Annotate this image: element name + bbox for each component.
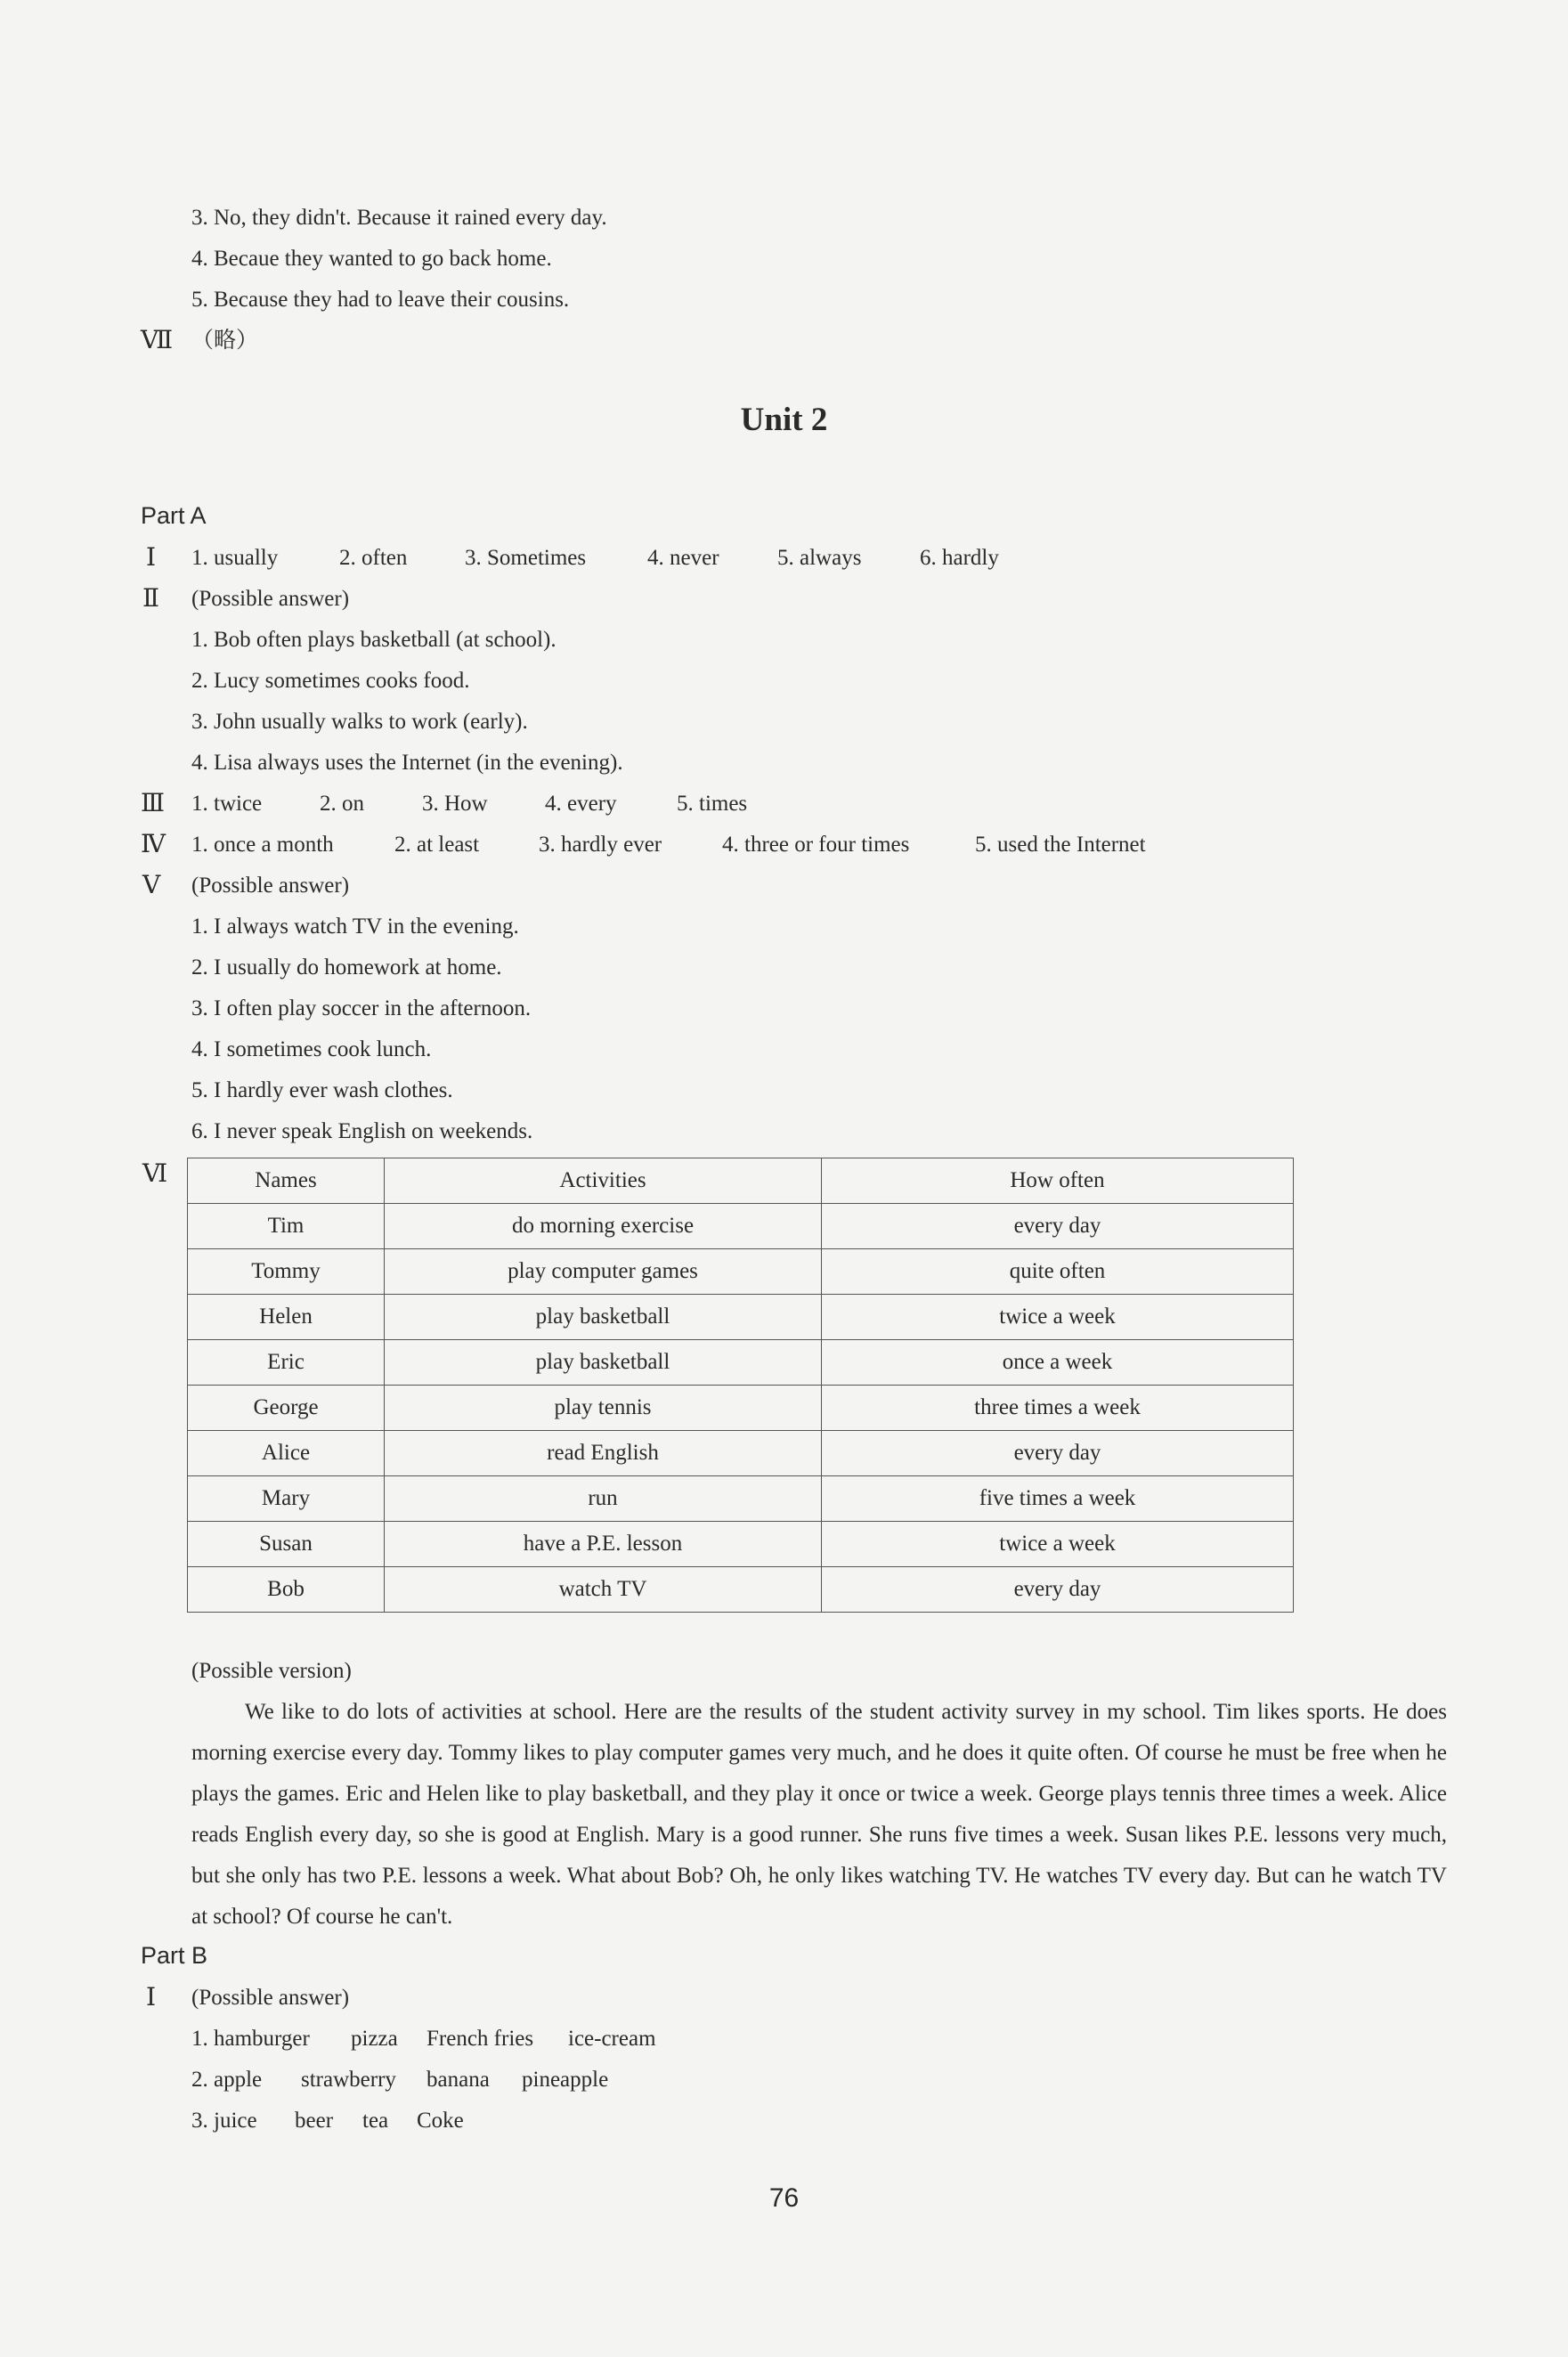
section-number: Ⅰ (146, 1984, 157, 2012)
table-row (188, 1295, 1294, 1340)
table-cell: play basketball (385, 1295, 822, 1340)
possible-version-label: (Possible version) (191, 1659, 352, 1683)
answer-line: 6. I never speak English on weekends. (191, 1119, 533, 1143)
prev-answer-5: 5. Because they had to leave their cousins. (191, 288, 570, 312)
page-number: 76 (768, 2183, 800, 2213)
table-cell: read English (385, 1431, 822, 1476)
answer-item: 5. always (777, 546, 862, 570)
word-item: 2. apple (191, 2068, 263, 2092)
table-cell: once a week (822, 1340, 1294, 1386)
table-cell: Alice (188, 1431, 385, 1476)
word-item: French fries (427, 2027, 534, 2051)
table-cell: Bob (188, 1567, 385, 1613)
word-item: banana (427, 2068, 490, 2092)
possible-answer-label: (Possible answer) (191, 587, 350, 611)
section-number: Ⅰ (146, 544, 157, 572)
answer-line: 3. I often play soccer in the afternoon. (191, 996, 532, 1020)
answer-line: 5. I hardly ever wash clothes. (191, 1078, 453, 1102)
answer-item: 1. once a month (191, 833, 334, 857)
word-item: pizza (351, 2027, 398, 2051)
table-cell: George (188, 1386, 385, 1431)
answer-item: 2. often (339, 546, 408, 570)
answer-item: 3. Sometimes (465, 546, 587, 570)
sample-essay-paragraph: We like to do lots of activities at school. Here are the results of the student activity survey in my school. Tim likes sports. He does morning exercise every day. Tommy likes to play computer games very much, and he does it quite often. Of course he must be free when he plays the games. Eric and Helen like to play basketball, and they play it once or twice a week. George plays tennis three times a week. Alice reads English every day, so she is good at English. Mary is a good runner. She runs five times a week. Susan likes P.E. lessons very much, but she only has two P.E. lessons a week. What about Bob? Oh, he only likes watching TV. He watches TV every day. But can he watch TV at school? Of course he can't. (191, 1700, 1447, 1929)
answer-line: 2. Lucy sometimes cooks food. (191, 669, 470, 693)
table-cell: five times a week (822, 1476, 1294, 1522)
table-cell: twice a week (822, 1522, 1294, 1567)
activity-survey-table (187, 1158, 1294, 1613)
table-cell: Tim (188, 1204, 385, 1249)
table-cell: Mary (188, 1476, 385, 1522)
word-item: strawberry (301, 2068, 396, 2092)
table-cell: Helen (188, 1295, 385, 1340)
unit-title: Unit 2 (740, 402, 828, 438)
answer-item: 3. hardly ever (539, 833, 662, 857)
table-cell: Tommy (188, 1249, 385, 1295)
answer-line: 2. I usually do homework at home. (191, 955, 502, 979)
answer-item: 5. used the Internet (975, 833, 1146, 857)
answer-item: 5. times (677, 792, 748, 816)
column-header: Names (188, 1158, 385, 1204)
answer-item: 4. three or four times (722, 833, 910, 857)
word-item: beer (295, 2109, 334, 2133)
table-cell: every day (822, 1431, 1294, 1476)
table-row (188, 1567, 1294, 1613)
table-cell: Eric (188, 1340, 385, 1386)
table-cell: Susan (188, 1522, 385, 1567)
section-number: Ⅱ (142, 585, 160, 613)
word-item: Coke (417, 2109, 464, 2133)
answer-line: 1. Bob often plays basketball (at school). (191, 628, 557, 652)
answer-item: 1. twice (191, 792, 263, 816)
answer-line: 4. Lisa always uses the Internet (in the evening). (191, 751, 623, 775)
table-cell: every day (822, 1204, 1294, 1249)
answer-item: 1. usually (191, 546, 279, 570)
answer-item: 4. every (545, 792, 617, 816)
table-cell: twice a week (822, 1295, 1294, 1340)
table-cell: every day (822, 1567, 1294, 1613)
word-item: ice-cream (568, 2027, 656, 2051)
table-cell: have a P.E. lesson (385, 1522, 822, 1567)
part-b-heading: Part B (141, 1942, 208, 1969)
answer-item: 3. How (422, 792, 488, 816)
part-a-heading: Part A (141, 502, 207, 529)
omitted-note: （略） (191, 329, 259, 353)
table-row (188, 1204, 1294, 1249)
table-row (188, 1522, 1294, 1567)
answer-item: 2. at least (394, 833, 480, 857)
answer-line: 3. John usually walks to work (early). (191, 710, 528, 734)
section-number: Ⅳ (141, 831, 166, 858)
table-row (188, 1476, 1294, 1522)
possible-answer-label: (Possible answer) (191, 874, 350, 898)
table-row (188, 1386, 1294, 1431)
word-item: 3. juice (191, 2109, 257, 2133)
section-number: Ⅲ (141, 790, 166, 817)
table-cell: run (385, 1476, 822, 1522)
section-number: Ⅶ (141, 327, 174, 354)
table-cell: play basketball (385, 1340, 822, 1386)
table-cell: watch TV (385, 1567, 822, 1613)
word-item: 1. hamburger (191, 2027, 310, 2051)
word-item: pineapple (522, 2068, 609, 2092)
prev-answer-3: 3. No, they didn't. Because it rained every day. (191, 206, 607, 230)
section-number: Ⅴ (142, 872, 161, 899)
table-row (188, 1249, 1294, 1295)
answer-item: 4. never (647, 546, 719, 570)
column-header: How often (822, 1158, 1294, 1204)
word-item: tea (362, 2109, 389, 2133)
table-header-row (188, 1158, 1294, 1204)
table-cell: quite often (822, 1249, 1294, 1295)
possible-answer-label: (Possible answer) (191, 1986, 350, 2010)
table-cell: three times a week (822, 1386, 1294, 1431)
table-cell: play computer games (385, 1249, 822, 1295)
answer-line: 1. I always watch TV in the evening. (191, 914, 519, 939)
table-row (188, 1431, 1294, 1476)
section-number: Ⅵ (142, 1160, 168, 1188)
answer-item: 2. on (320, 792, 364, 816)
prev-answer-4: 4. Becaue they wanted to go back home. (191, 247, 552, 271)
column-header: Activities (385, 1158, 822, 1204)
table-cell: play tennis (385, 1386, 822, 1431)
table-row (188, 1340, 1294, 1386)
answer-line: 4. I sometimes cook lunch. (191, 1037, 432, 1061)
answer-item: 6. hardly (920, 546, 999, 570)
table-cell: do morning exercise (385, 1204, 822, 1249)
